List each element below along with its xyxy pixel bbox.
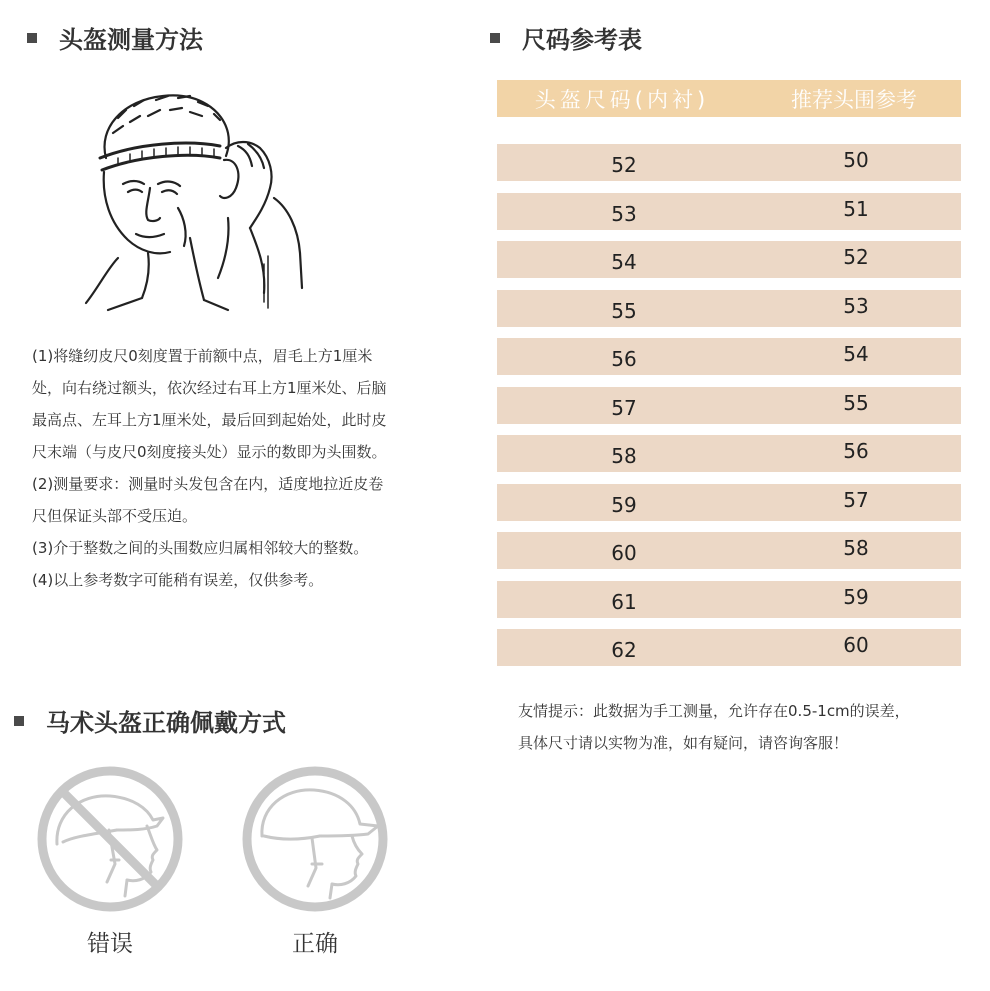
measurement-instructions [32,340,392,596]
instruction-2: (2)测量要求：测量时头发包含在内，适度地拉近皮卷尺但保证头部不受压迫。 [32,475,384,525]
table-row [497,629,961,666]
correct-wearing-icon [240,764,390,914]
size-table-heading [490,20,642,55]
cell-helmet-size: 53 [611,201,637,226]
cell-helmet-size: 61 [611,589,637,614]
wear-method-heading [14,703,286,738]
cell-head-circumference: 52 [843,244,869,269]
table-row [497,241,961,278]
wrong-caption: 错误 [87,931,133,957]
cell-helmet-size: 62 [611,637,637,662]
table-row [497,338,961,375]
cell-helmet-size: 54 [611,249,637,274]
notice-line-2: 具体尺寸请以实物为准，如有疑问，请咨询客服！ [518,734,849,752]
cell-head-circumference: 53 [843,293,869,318]
table-row [497,532,961,569]
header-helmet-size: 头盔尺码(内衬) [534,87,710,112]
table-row [497,484,961,521]
table-row [497,435,961,472]
cell-helmet-size: 55 [611,298,637,323]
cell-helmet-size: 59 [611,492,637,517]
cell-helmet-size: 60 [611,540,637,565]
cell-head-circumference: 51 [843,196,869,221]
correct-caption: 正确 [292,931,338,957]
cell-head-circumference: 50 [843,147,869,172]
size-table-title: 尺码参考表 [522,26,642,54]
square-bullet-icon [27,33,37,43]
cell-head-circumference: 55 [843,390,869,415]
instruction-1: (1)将缝纫皮尺0刻度置于前额中点，眉毛上方1厘米处，向右绕过额头，依次经过右耳上方1厘米处、后脑最高点、左耳上方1厘米处，最后回到起始处，此时皮尺末端（与皮尺0刻度接头处）显示的数即为头围数。 [32,347,387,461]
cell-helmet-size: 56 [611,346,637,371]
header-head-circumference: 推荐头围参考 [791,87,917,112]
table-header [497,80,961,117]
cell-helmet-size: 57 [611,395,637,420]
square-bullet-icon [490,33,500,43]
cell-head-circumference: 58 [843,535,869,560]
instruction-3: (3)介于整数之间的头围数应归属相邻较大的整数。 [32,539,369,557]
cell-helmet-size: 52 [611,152,637,177]
notice-line-1: 友情提示：此数据为手工测量，允许存在0.5-1cm的误差， [518,702,910,720]
table-row [497,193,961,230]
wear-method-title: 马术头盔正确佩戴方式 [46,709,286,737]
cell-head-circumference: 59 [843,584,869,609]
measure-method-title: 头盔测量方法 [59,26,203,54]
measure-method-heading [27,20,203,55]
measurement-notice [518,695,968,759]
instruction-4: (4)以上参考数字可能稍有误差，仅供参考。 [32,571,324,589]
cell-helmet-size: 58 [611,443,637,468]
table-row [497,387,961,424]
wrong-wearing-icon [35,764,185,914]
cell-head-circumference: 54 [843,341,869,366]
head-measuring-illustration [78,88,328,313]
table-row [497,290,961,327]
cell-head-circumference: 60 [843,632,869,657]
cell-head-circumference: 56 [843,438,869,463]
table-row [497,144,961,181]
size-reference-table [497,80,961,662]
square-bullet-icon [14,716,24,726]
table-row [497,581,961,618]
cell-head-circumference: 57 [843,487,869,512]
